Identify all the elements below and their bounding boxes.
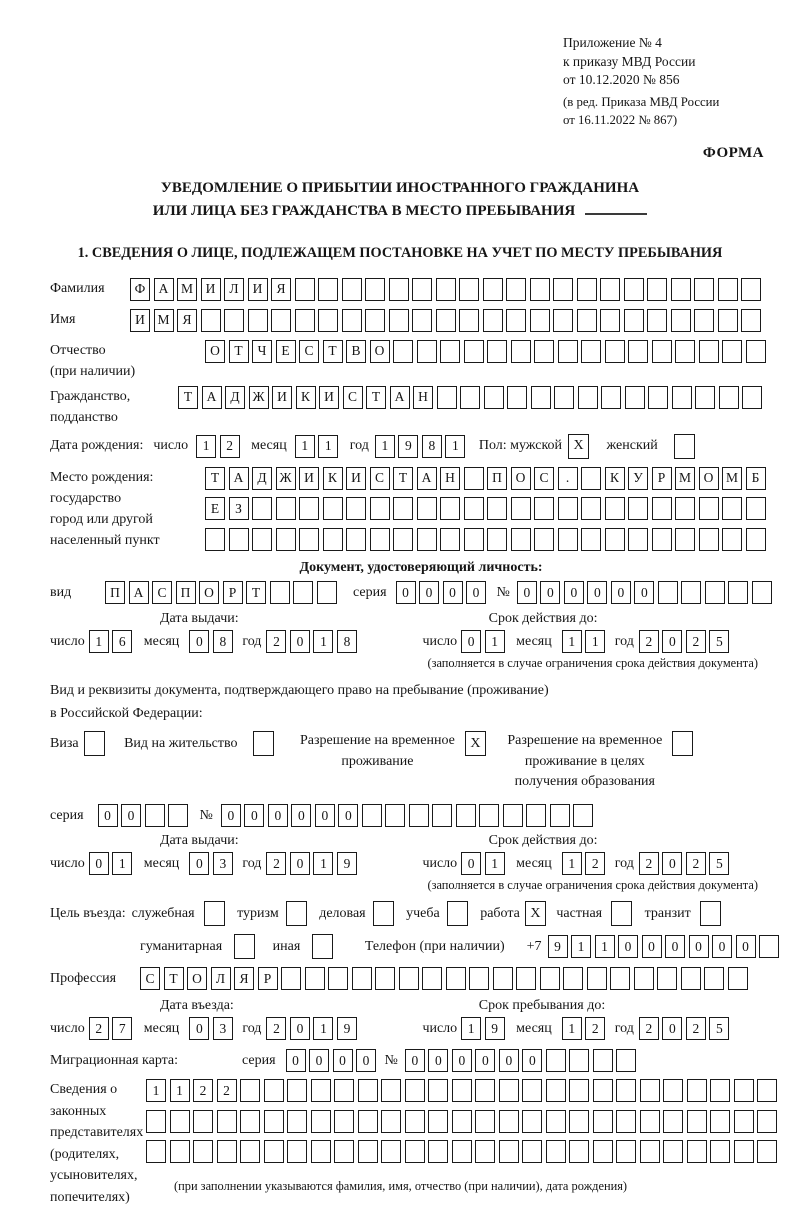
purpose-tourism: туризм (237, 901, 310, 926)
firstname-label: Имя (50, 312, 76, 328)
purpose-other-checkbox[interactable] (312, 934, 337, 959)
temp-residence-edu-checkbox[interactable] (672, 731, 697, 756)
purpose-official-checkbox[interactable] (204, 901, 229, 926)
entry-date-headers (50, 998, 792, 1014)
residence-doc-options (50, 731, 792, 792)
birthplace-row3-input[interactable] (205, 528, 792, 551)
doc-issue-month[interactable]: 0 8 (189, 630, 236, 653)
issue-date-header: Дата выдачи: (160, 611, 239, 627)
purpose-transit: транзит (645, 901, 725, 926)
validity-note: (заполняется в случае ограничения срока действия документа) (427, 656, 758, 671)
option-visa: Виза (50, 731, 108, 756)
representatives-row3-input[interactable] (146, 1140, 792, 1163)
field-birthplace (50, 467, 792, 559)
option-temp-residence-edu: Разрешение на временное проживание в целях получения образования (507, 731, 696, 792)
stay-until-month[interactable]: 1 2 (562, 1017, 609, 1040)
temp-residence-checkbox[interactable]: X (465, 731, 490, 756)
field-patronymic (50, 340, 792, 382)
doc-number-input[interactable]: 0 0 0 0 0 0 (517, 581, 776, 604)
amendment-line-1: (в ред. Приказа МВД России (563, 94, 720, 109)
doc-seriya-label: серия (353, 584, 387, 600)
residence-valid-year[interactable]: 2 0 2 5 (639, 852, 733, 875)
birthplace-inputs (205, 467, 792, 559)
visa-checkbox[interactable] (84, 731, 109, 756)
profession-label: Профессия (50, 970, 117, 986)
field-citizenship (50, 386, 792, 428)
field-firstname (50, 309, 792, 332)
residence-doc-dates: число 0 1 месяц 0 3 год 2 0 1 9 число 0 1 месяц 1 2 год 2 0 2 5 (50, 852, 792, 875)
residence-valid-month[interactable]: 1 2 (562, 852, 609, 875)
representatives-row1-input[interactable]: 1 1 2 2 (146, 1079, 792, 1102)
residence-issue-day[interactable]: 0 1 (89, 852, 136, 875)
birthplace-row1-input[interactable]: Т А Д Ж И К И С Т А Н П О С . К У Р М О М Б (205, 467, 792, 490)
stay-until-year[interactable]: 2 0 2 5 (639, 1017, 733, 1040)
representatives-label: Сведения о законных представителях (родителях, усыновителях, попечителях) (50, 1082, 144, 1205)
purpose-study: учеба (406, 901, 471, 926)
purpose-humanitarian-checkbox[interactable] (234, 934, 259, 959)
entry-date-header: Дата въезда: (160, 998, 234, 1014)
validity-note-2: (заполняется в случае ограничения срока действия документа) (427, 878, 758, 893)
entry-dates: число 2 7 месяц 0 3 год 2 0 1 9 число 1 9 месяц 1 2 год 2 0 2 5 (50, 1017, 792, 1040)
phone-input[interactable]: 9 1 1 0 0 0 0 0 0 (548, 935, 783, 958)
representatives-inputs (146, 1079, 792, 1194)
purpose-official: служебная (132, 901, 229, 926)
residence-doc-heading: Вид и реквизиты документа, подтверждающего право на пребывание (проживание) в Российской Федерации: (50, 683, 549, 722)
sex-female-checkbox[interactable] (674, 434, 699, 459)
patronymic-label: Отчество (при наличии) (50, 342, 136, 379)
title-blank-underline (585, 200, 647, 215)
profession-input[interactable]: С Т О Л Я Р (140, 967, 751, 990)
form-label: ФОРМА (702, 145, 764, 162)
phone-prefix: +7 (526, 938, 542, 954)
section1-heading: 1. СВЕДЕНИЯ О ЛИЦЕ, ПОДЛЕЖАЩЕМ ПОСТАНОВКЕ НА УЧЕТ ПО МЕСТУ ПРЕБЫВАНИЯ (77, 244, 723, 261)
surname-input[interactable]: Ф А М И Л И Я (130, 278, 765, 301)
birth-day-input[interactable]: 1 2 (196, 435, 243, 458)
residence-valid-day[interactable]: 0 1 (461, 852, 508, 875)
residence-issue-month[interactable]: 0 3 (189, 852, 236, 875)
option-residence-permit: Вид на жительство (124, 731, 278, 756)
doc-valid-year[interactable]: 2 0 2 5 (639, 630, 733, 653)
year-label: год (349, 438, 369, 454)
form-title (0, 177, 800, 224)
purpose-tourism-checkbox[interactable] (286, 901, 311, 926)
firstname-input[interactable]: И М Я (130, 309, 765, 332)
purpose-private-checkbox[interactable] (611, 901, 636, 926)
option-temp-residence: Разрешение на временное проживание X (300, 731, 489, 772)
representatives-note: (при заполнении указываются фамилия, имя, отчество (при наличии), дата рождения) (174, 1179, 628, 1194)
citizenship-input[interactable]: Т А Д Ж И К И С Т А Н (178, 386, 766, 409)
amendment-note (563, 94, 800, 129)
entry-year[interactable]: 2 0 1 9 (266, 1017, 360, 1040)
birth-year-input[interactable]: 1 9 8 1 (375, 435, 469, 458)
purpose-other: иная (273, 934, 337, 959)
identity-doc-heading: Документ, удостоверяющий личность: (299, 560, 543, 576)
legal-header (563, 34, 800, 90)
birthplace-label: Место рождения: государство город или другой населенный пункт (50, 469, 160, 548)
citizenship-label: Гражданство, подданство (50, 388, 131, 425)
day-label: число (153, 438, 189, 454)
entry-month[interactable]: 0 3 (189, 1017, 236, 1040)
residence-permit-checkbox[interactable] (253, 731, 278, 756)
field-migration-card: Миграционная карта: серия 0 0 0 0 № 0 0 0 0 0 0 (50, 1049, 792, 1072)
patronymic-input[interactable]: О Т Ч Е С Т В О (205, 340, 769, 363)
amendment-line-2: от 16.11.2022 № 867) (563, 112, 678, 127)
doc-number-sign: № (496, 584, 510, 600)
birthdate-label: Дата рождения: (50, 438, 144, 454)
surname-label: Фамилия (50, 281, 105, 297)
entry-day[interactable]: 2 7 (89, 1017, 136, 1040)
field-surname (50, 278, 792, 301)
doc-valid-month[interactable]: 1 1 (562, 630, 609, 653)
doc-issue-year[interactable]: 2 0 1 8 (266, 630, 360, 653)
residence-doc-serial: серия 0 0 № 0 0 0 0 0 0 (50, 804, 792, 827)
identity-doc-dates: число 1 6 месяц 0 8 год 2 0 1 8 число 0 1 месяц 1 1 год 2 0 2 5 (50, 630, 792, 653)
doc-issue-day[interactable]: 1 6 (89, 630, 136, 653)
purpose-business: деловая (319, 901, 397, 926)
residence-issue-year[interactable]: 2 0 1 9 (266, 852, 360, 875)
field-representatives (50, 1079, 792, 1208)
form-body (0, 278, 800, 1208)
purpose-private: частная (556, 901, 635, 926)
birth-month-input[interactable]: 1 1 (295, 435, 342, 458)
doc-valid-day[interactable]: 0 1 (461, 630, 508, 653)
birthplace-row2-input[interactable]: Е З (205, 497, 792, 520)
sex-female-label: женский (606, 438, 658, 454)
doc-seriya-input[interactable]: 0 0 0 0 (396, 581, 490, 604)
phone-label: Телефон (при наличии) (364, 938, 505, 954)
field-entry-purpose (50, 901, 792, 926)
field-profession (50, 967, 792, 990)
migration-card-label: Миграционная карта: (50, 1052, 179, 1068)
identity-doc-date-headers (50, 611, 792, 627)
form-title-line1: УВЕДОМЛЕНИЕ О ПРИБЫТИИ ИНОСТРАННОГО ГРАЖДАНИНА (160, 180, 640, 197)
purpose-transit-checkbox[interactable] (700, 901, 725, 926)
representatives-row2-input[interactable] (146, 1110, 792, 1133)
residence-doc-date-headers: Дата выдачи: Срок действия до: (160, 833, 598, 849)
purpose-work: работа X (480, 901, 549, 926)
purpose-humanitarian: гуманитарная (140, 934, 259, 959)
form-title-line2: ИЛИ ЛИЦА БЕЗ ГРАЖДАНСТВА В МЕСТО ПРЕБЫВАНИЯ (0, 200, 800, 223)
field-entry-purpose-2 (50, 934, 792, 959)
sex-male-checkbox[interactable]: X (568, 434, 593, 459)
valid-until-header: Срок действия до: (488, 611, 598, 627)
stay-until-day[interactable]: 1 9 (461, 1017, 508, 1040)
order-line-1: к приказу МВД России (563, 53, 696, 69)
purpose-study-checkbox[interactable] (447, 901, 472, 926)
residence-seriya-input[interactable]: 0 0 (98, 804, 192, 827)
doc-type-label: вид (50, 584, 72, 600)
sex-male-label: Пол: мужской (478, 438, 563, 454)
migration-card-number-input[interactable]: 0 0 0 0 0 0 (405, 1049, 640, 1072)
migration-card-seriya-input[interactable]: 0 0 0 0 (286, 1049, 380, 1072)
field-birthdate-sex (50, 434, 792, 459)
appendix-line: Приложение № 4 (563, 35, 662, 50)
stay-until-header: Срок пребывания до: (478, 998, 606, 1014)
order-line-2: от 10.12.2020 № 856 (563, 72, 680, 88)
doc-type-input[interactable]: П А С П О Р Т (105, 581, 340, 604)
purpose-label: Цель въезда: (50, 905, 126, 921)
residence-number-input[interactable]: 0 0 0 0 0 0 (221, 804, 597, 827)
purpose-work-checkbox[interactable]: X (525, 901, 550, 926)
purpose-business-checkbox[interactable] (373, 901, 398, 926)
field-identity-doc (50, 581, 792, 604)
month-label: месяц (251, 438, 287, 454)
